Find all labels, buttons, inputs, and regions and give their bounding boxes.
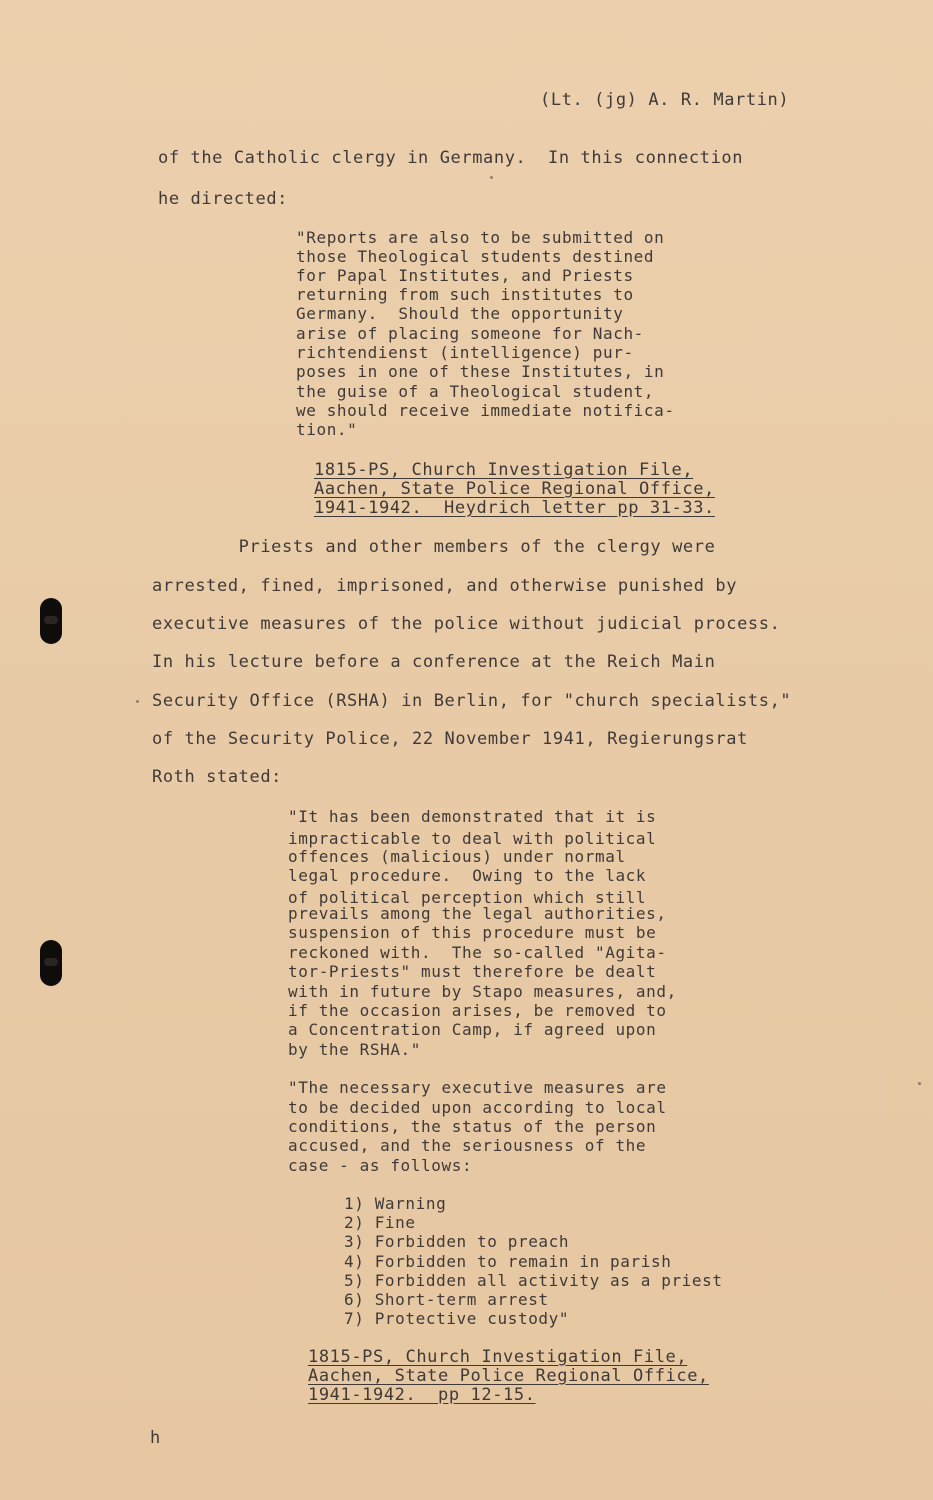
- quote-line: impracticable to deal with political: [288, 829, 657, 848]
- quote-line: poses in one of these Institutes, in: [296, 362, 665, 381]
- body-line: Priests and other members of the clergy were: [152, 537, 716, 557]
- list-item: 7) Protective custody": [344, 1309, 570, 1328]
- quote-line: "Reports are also to be submitted on: [296, 228, 665, 247]
- quote-line: conditions, the status of the person: [288, 1117, 657, 1136]
- quote-line: case - as follows:: [288, 1156, 473, 1175]
- quote-line: reckoned with. The so-called "Agita-: [288, 943, 667, 962]
- citation-line: 1941-1942. pp 12-15.: [308, 1385, 536, 1405]
- punch-hole-top: [40, 598, 62, 644]
- paper-speck: [490, 176, 493, 179]
- list-item: 5) Forbidden all activity as a priest: [344, 1271, 723, 1290]
- intro-line: he directed:: [158, 189, 289, 209]
- citation-line: 1941-1942. Heydrich letter pp 31-33.: [314, 498, 715, 518]
- quote-line: "The necessary executive measures are: [288, 1078, 667, 1097]
- citation-line: 1815-PS, Church Investigation File,: [314, 460, 694, 480]
- quote-line: returning from such institutes to: [296, 285, 634, 304]
- quote-line: a Concentration Camp, if agreed upon: [288, 1020, 657, 1039]
- body-line: executive measures of the police without judicial process.: [152, 614, 781, 634]
- list-item: 2) Fine: [344, 1213, 416, 1232]
- quote-line: of political perception which still: [288, 888, 647, 907]
- quote-line: the guise of a Theological student,: [296, 382, 655, 401]
- citation-line: Aachen, State Police Regional Office,: [314, 479, 715, 499]
- body-line: Security Office (RSHA) in Berlin, for "church specialists,": [152, 691, 792, 711]
- citation-line: 1815-PS, Church Investigation File,: [308, 1347, 688, 1367]
- quote-line: tion.": [296, 420, 358, 439]
- header-attribution: (Lt. (jg) A. R. Martin): [540, 90, 790, 110]
- paper-speck: [918, 1082, 921, 1085]
- quote-line: accused, and the seriousness of the: [288, 1136, 647, 1155]
- quote-line: arise of placing someone for Nach-: [296, 324, 644, 343]
- quote-line: to be decided upon according to local: [288, 1098, 667, 1117]
- quote-line: we should receive immediate notifica-: [296, 401, 675, 420]
- list-item: 6) Short-term arrest: [344, 1290, 549, 1309]
- list-item: 1) Warning: [344, 1194, 447, 1213]
- list-item: 3) Forbidden to preach: [344, 1232, 570, 1251]
- intro-line: of the Catholic clergy in Germany. In this connection: [158, 148, 744, 168]
- paper-speck: [136, 700, 139, 703]
- quote-line: prevails among the legal authorities,: [288, 904, 667, 923]
- body-line: In his lecture before a conference at the Reich Main: [152, 652, 716, 672]
- body-line: arrested, fined, imprisoned, and otherwise punished by: [152, 576, 738, 596]
- quote-line: by the RSHA.": [288, 1040, 422, 1059]
- quote-line: legal procedure. Owing to the lack: [288, 866, 647, 885]
- quote-line: offences (malicious) under normal: [288, 847, 626, 866]
- punch-hole-bottom: [40, 940, 62, 986]
- quote-line: richtendienst (intelligence) pur-: [296, 343, 634, 362]
- quote-line: "It has been demonstrated that it is: [288, 807, 657, 826]
- footer-mark: h: [150, 1428, 161, 1448]
- quote-line: Germany. Should the opportunity: [296, 304, 624, 323]
- quote-line: tor-Priests" must therefore be dealt: [288, 962, 657, 981]
- citation-line: Aachen, State Police Regional Office,: [308, 1366, 709, 1386]
- list-item: 4) Forbidden to remain in parish: [344, 1252, 672, 1271]
- quote-line: for Papal Institutes, and Priests: [296, 266, 634, 285]
- body-line: Roth stated:: [152, 767, 283, 787]
- quote-line: suspension of this procedure must be: [288, 923, 657, 942]
- quote-line: those Theological students destined: [296, 247, 655, 266]
- body-line: of the Security Police, 22 November 1941, Regierungsrat: [152, 729, 748, 749]
- quote-line: if the occasion arises, be removed to: [288, 1001, 667, 1020]
- quote-line: with in future by Stapo measures, and,: [288, 982, 677, 1001]
